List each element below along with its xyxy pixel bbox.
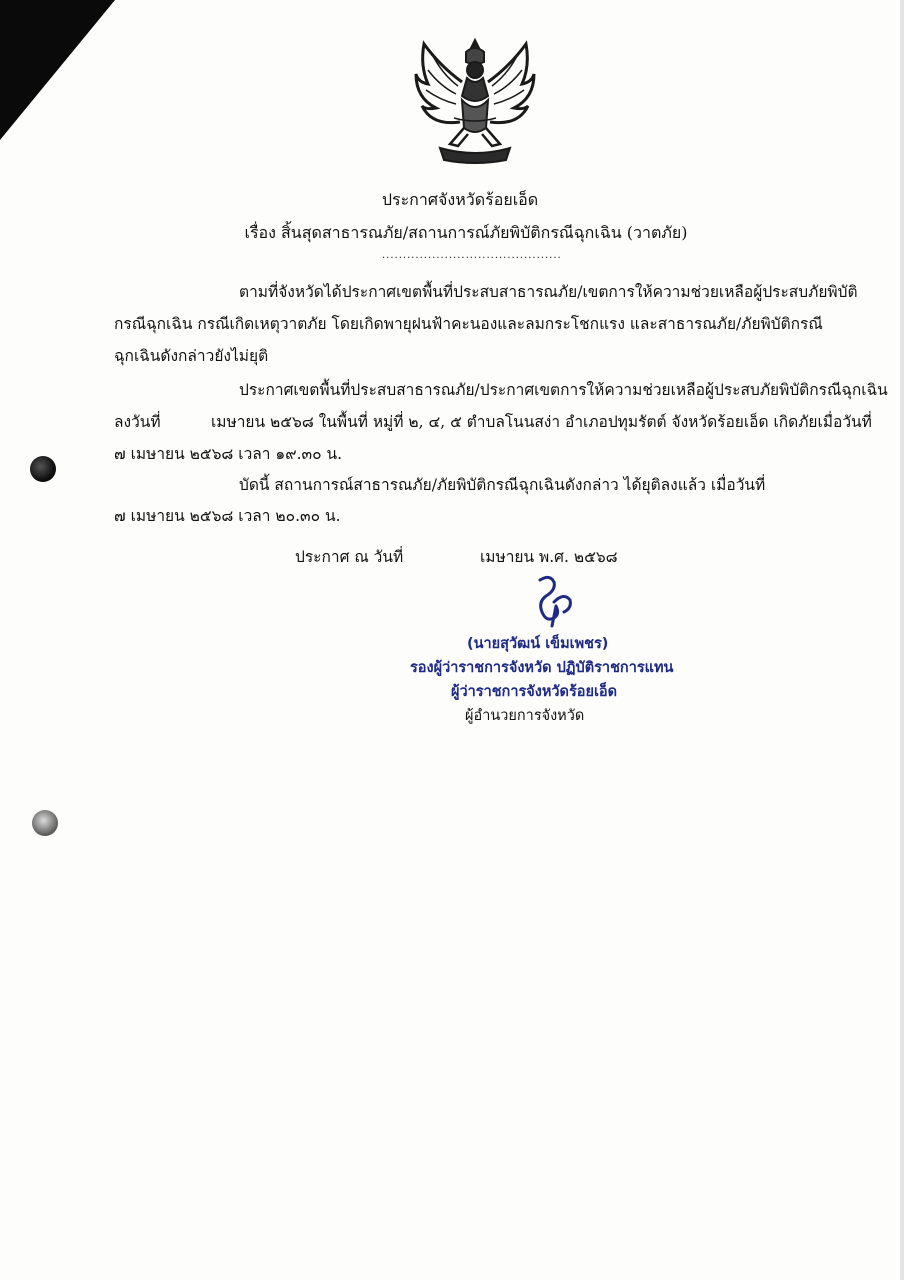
paragraph-2-line-3: ๗ เมษายน ๒๕๖๘ เวลา ๑๙.๓๐ น. (114, 445, 343, 463)
handwritten-signature (520, 572, 580, 628)
paragraph-3-line-1: บัดนี้ สถานการณ์สาธารณภัย/ภัยพิบัติกรณีฉุกเฉินดังกล่าว ได้ยุติลงแล้ว เมื่อวันที่ (239, 476, 766, 494)
title-divider: ........................................... (382, 250, 562, 261)
signer-position-2: ผู้ว่าราชการจังหวัดร้อยเอ็ด (451, 684, 618, 700)
scan-shadow-corner (0, 0, 115, 140)
signer-position-3: ผู้อำนวยการจังหวัด (465, 708, 585, 724)
announcement-title: ประกาศจังหวัดร้อยเอ็ด (381, 190, 539, 209)
announcement-date-label: ประกาศ ณ วันที่ (295, 548, 404, 566)
announcement-date-month-year: เมษายน พ.ศ. ๒๕๖๘ (480, 548, 618, 566)
paragraph-1-line-1: ตามที่จังหวัดได้ประกาศเขตพื้นที่ประสบสาธารณภัย/เขตการให้ความช่วยเหลือผู้ประสบภัยพิบัติ (239, 283, 858, 301)
paragraph-2-line-2-end: เมษายน ๒๕๖๘ ในพื้นที่ หมู่ที่ ๒, ๔, ๕ ตำบลโนนสง่า อำเภอปทุมรัตต์ จังหวัดร้อยเอ็ด เกิดภัยเมื่อวันที่ (211, 413, 872, 431)
announcement-subject: เรื่อง สิ้นสุดสาธารณภัย/สถานการณ์ภัยพิบัติกรณีฉุกเฉิน (วาตภัย) (244, 223, 688, 242)
punch-hole-top (30, 456, 56, 482)
paragraph-2-line-2-start: ลงวันที่ (114, 413, 161, 431)
punch-hole-bottom (32, 810, 58, 836)
paragraph-1-line-2: กรณีฉุกเฉิน กรณีเกิดเหตุวาตภัย โดยเกิดพายุฝนฟ้าคะนองและลมกระโชกแรง และสาธารณภัย/ภัยพิบัติกรณี (114, 315, 823, 333)
paragraph-3-line-2: ๗ เมษายน ๒๕๖๘ เวลา ๒๐.๓๐ น. (114, 507, 341, 525)
signer-position-1: รองผู้ว่าราชการจังหวัด ปฏิบัติราชการแทน (410, 660, 674, 676)
signer-name: (นายสุวัฒน์ เข็มเพชร) (467, 636, 609, 652)
garuda-emblem-icon (410, 36, 540, 168)
paragraph-1-line-3: ฉุกเฉินดังกล่าวยังไม่ยุติ (114, 347, 269, 365)
paragraph-2-line-1: ประกาศเขตพื้นที่ประสบสาธารณภัย/ประกาศเขตการให้ความช่วยเหลือผู้ประสบภัยพิบัติกรณีฉุกเฉิน (239, 381, 888, 399)
